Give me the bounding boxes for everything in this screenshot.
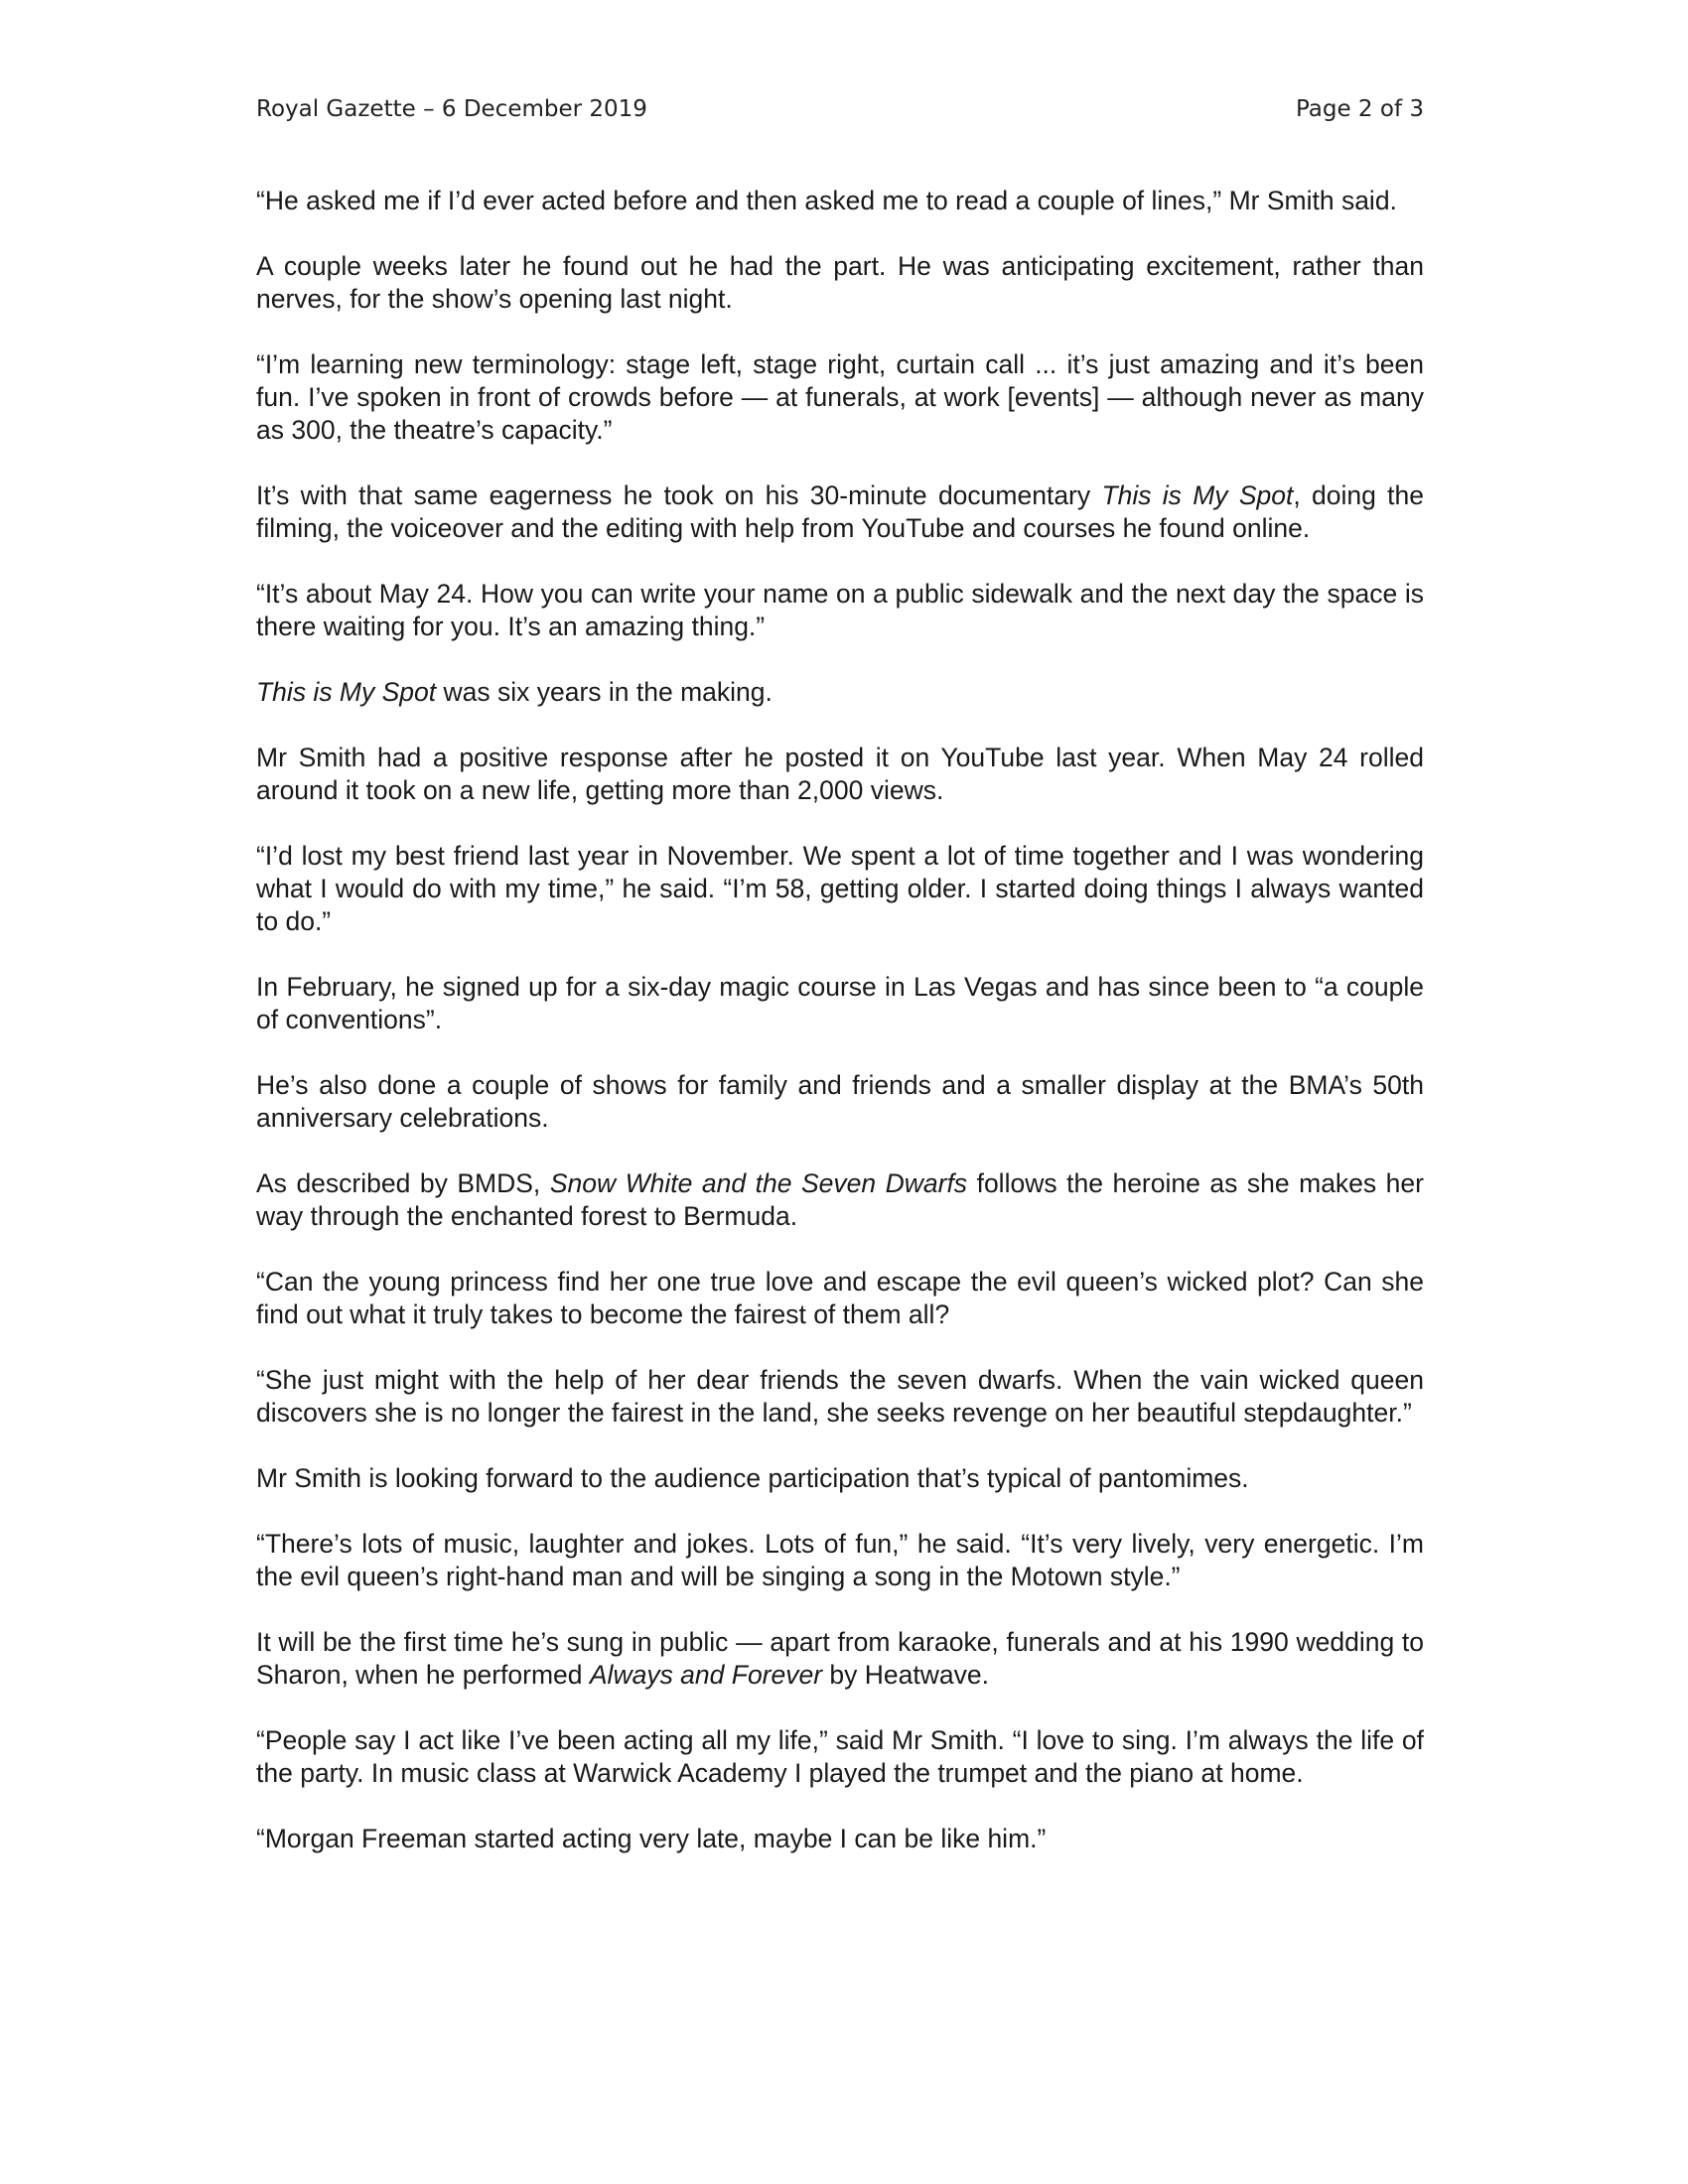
- paragraph: “There’s lots of music, laughter and jokes. Lots of fun,” he said. “It’s very lively, very energetic. I’m the evil queen’s right-hand man and will be singing a song in the Motown style.”: [256, 1529, 1424, 1591]
- paragraph: “People say I act like I’ve been acting all my life,” said Mr Smith. “I love to sing. I’m always the life of the party. In music class at Warwick Academy I played the trumpet and the piano at home.: [256, 1725, 1424, 1788]
- paragraph: “I’d lost my best friend last year in November. We spent a lot of time together and I was wondering what I would do with my time,” he said. “I’m 58, getting older. I started doing things I always wanted to do.”: [256, 841, 1424, 936]
- paragraph: Mr Smith is looking forward to the audience participation that’s typical of pantomimes.: [256, 1463, 1249, 1493]
- paragraph: [256, 676, 1424, 709]
- article-body: [256, 185, 1424, 1888]
- paragraph: “I’m learning new terminology: stage left, stage right, curtain call ... it’s just amazing and it’s been fun. I’ve spoken in front of crowds before — at funerals, at work [events] — although never as many as 300, the theatre’s capacity.”: [256, 349, 1424, 445]
- paragraph: Mr Smith had a positive response after he posted it on YouTube last year. When May 24 rolled around it took on a new life, getting more than 2,000 views.: [256, 743, 1424, 805]
- text-run: , doing the filming, the voiceover and the editing with help from YouTube and courses he found online.: [256, 480, 1424, 543]
- paragraph: [256, 1167, 1424, 1233]
- paragraph: “Morgan Freeman started acting very late, maybe I can be like him.”: [256, 1824, 1047, 1853]
- text-run: It will be the first time he’s sung in public — apart from karaoke, funerals and at his 1990 wedding to Sharon, when he performed: [256, 1627, 1424, 1690]
- page-number: Page 2 of 3: [1295, 96, 1424, 122]
- documentary-title: This is My Spot: [256, 677, 437, 707]
- text-run: As described by BMDS,: [256, 1168, 550, 1198]
- text-run: follows the heroine as she makes her way through the enchanted forest to Bermuda.: [256, 1168, 1424, 1231]
- page-header: [256, 93, 1424, 125]
- paragraph: He’s also done a couple of shows for family and friends and a smaller display at the BMA’s 50th anniversary celebrations.: [256, 1070, 1424, 1133]
- paragraph: “He asked me if I’d ever acted before and then asked me to read a couple of lines,” Mr Smith said.: [256, 186, 1397, 215]
- publication-date: Royal Gazette – 6 December 2019: [256, 96, 647, 122]
- paragraph: In February, he signed up for a six-day magic course in Las Vegas and has since been to “a couple of conventions”.: [256, 972, 1424, 1034]
- paragraph: “Can the young princess find her one true love and escape the evil queen’s wicked plot? Can she find out what it truly takes to become the fairest of them all?: [256, 1267, 1424, 1329]
- paragraph: [256, 1626, 1424, 1692]
- paragraph: “She just might with the help of her dear friends the seven dwarfs. When the vain wicked queen discovers she is no longer the fairest in the land, she seeks revenge on her beautiful stepdaughter.”: [256, 1365, 1424, 1428]
- paragraph: [256, 479, 1424, 545]
- paragraph: “It’s about May 24. How you can write your name on a public sidewalk and the next day the space is there waiting for you. It’s an amazing thing.”: [256, 579, 1424, 641]
- show-title: Snow White and the Seven Dwarfs: [549, 1168, 968, 1198]
- text-run: was six years in the making.: [436, 677, 773, 707]
- song-title: Always and Forever: [589, 1660, 823, 1690]
- paragraph: A couple weeks later he found out he had the part. He was anticipating excitement, rather than nerves, for the show’s opening last night.: [256, 251, 1424, 314]
- text-run: It’s with that same eagerness he took on his 30-minute documentary: [256, 480, 1102, 510]
- text-run: by Heatwave.: [822, 1660, 989, 1690]
- documentary-title: This is My Spot: [1101, 480, 1294, 510]
